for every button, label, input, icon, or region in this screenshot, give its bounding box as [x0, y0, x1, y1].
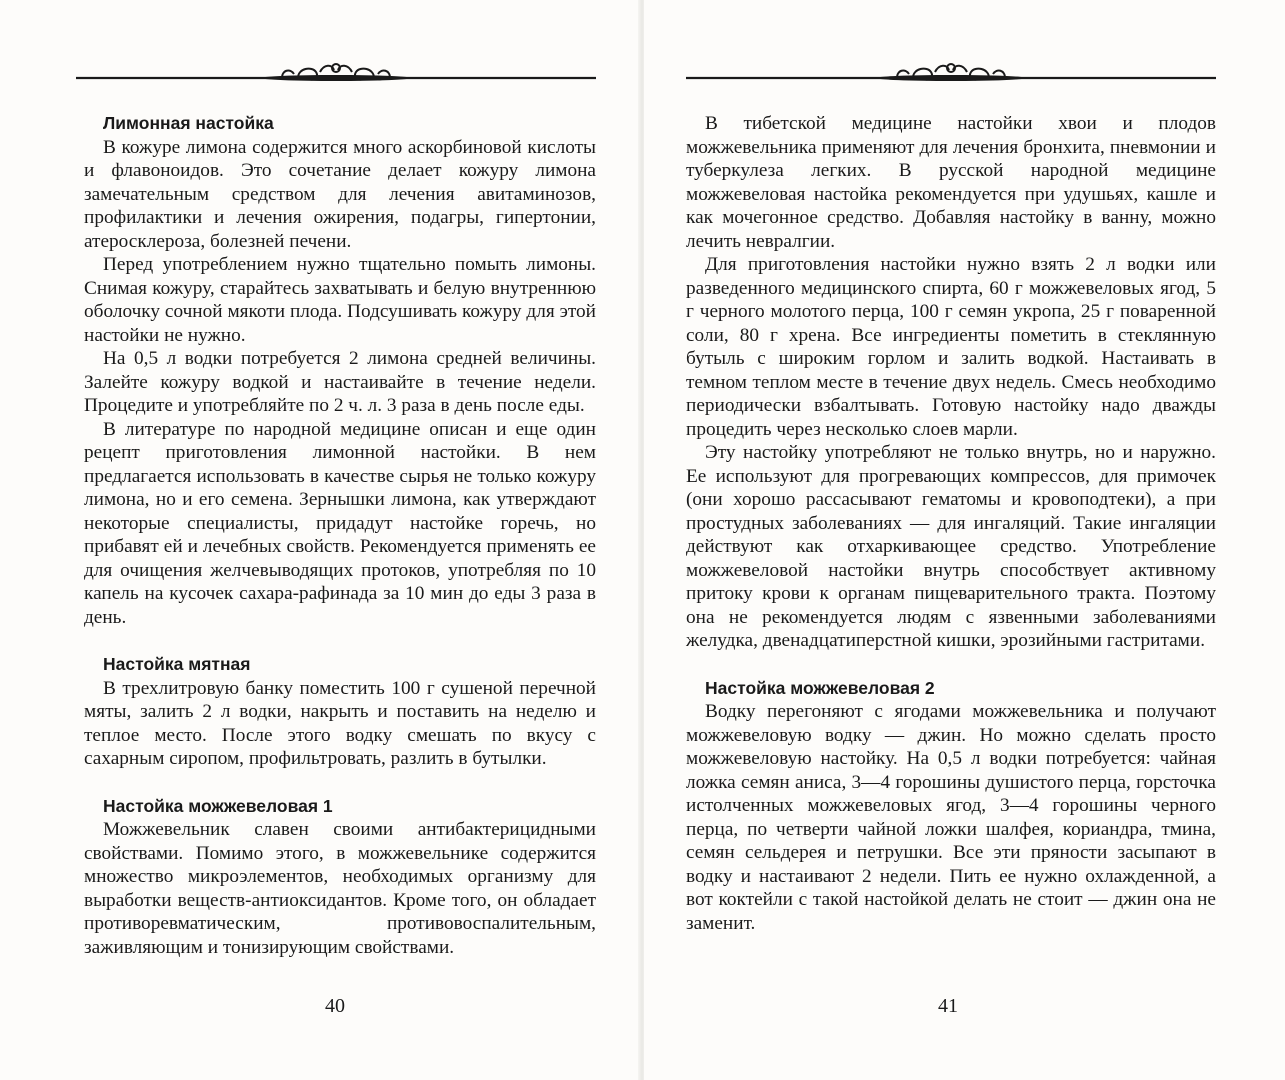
paragraph: Для приготовления настойки нужно взять 2 л водки или разведенного медицинского спирта, 60 г можжевеловых ягод, 5 г черного молотого перца, 100 г семян укропа, 25 г поваренной соли, 80 г хрена. Все ингредиенты пометить в стеклянную бутыль с широким горлом и залить водкой. Настаивать в темном теплом месте в течение двух недель. Смесь необходимо периодически взбалтывать. Готовую настойку надо дважды процедить через несколько слоев марли. [686, 254, 1216, 440]
heading-mint-tincture: Настойка мятная [103, 654, 251, 674]
right-page [644, 0, 1285, 1080]
paragraph: В кожуре лимона содержится много аскорбиновой кислоты и флавоноидов. Это сочетание делает кожуру лимона замечательным средством для лечения авитаминозов, профилактики и лечения ожирения, подагры, гипертонии, атеросклероза, болезней печени. [84, 136, 596, 252]
paragraph: Можжевельник славен своими антибактерицидными свойствами. Помимо этого, в можжевельнике содержится множество микроэлементов, необходимых организму для выработки веществ-антиоксидантов. Кроме того, он обладает противоревматическим, противовоспалительным, заживляющим и тонизирующим свойствами. [84, 819, 596, 958]
heading-juniper-tincture-1: Настойка можжевеловая 1 [103, 795, 333, 816]
page-number: 40 [325, 995, 345, 1017]
paragraph: Перед употреблением нужно тщательно помыть лимоны. Снимая кожуру, старайтесь захватывать и белую внутреннюю оболочку сочной мякоти плода. Подсушивать кожуру для этой настойки не нужно. [84, 254, 596, 346]
left-page-content [84, 112, 596, 959]
right-page-content [686, 112, 1216, 935]
page-number: 41 [938, 995, 958, 1017]
paragraph: На 0,5 л водки потребуется 2 лимона средней величины. Залейте кожуру водкой и настаивайте в течение недели. Процедите и употребляйте по 2 ч. л. 3 раза в день после еды. [84, 348, 596, 416]
paragraph: В литературе по народной медицине описан и еще один рецепт приготовления лимонной настойки. В нем предлагается использовать в качестве сырья не только кожуру лимона, но и его семена. Зернышки лимона, как утверждают некоторые специалисты, придадут настойке горечь, но прибавят ей и лечебных свойств. Рекомендуется применять ее для очищения желчевыводящих протоков, употребляя по 10 капель на кусочек сахара-рафинада за 10 мин до еды 3 раза в день. [84, 418, 596, 628]
paragraph: В тибетской медицине настойки хвои и плодов можжевельника применяют для лечения бронхита, пневмонии и туберкулеза легких. В русской народной медицине можжевеловая настойка рекомендуется при удушьях, кашле и как мочегонное средство. Добавляя настойку в ванну, можно лечить невралгии. [686, 113, 1216, 252]
heading-lemon-tincture: Лимонная настойка [103, 113, 274, 133]
paragraph: В трехлитровую банку поместить 100 г сушеной перечной мяты, залить 2 л водки, накрыть и поставить на неделю и теплое место. После этого водку смешать по вкусу с сахарным сиропом, профильтровать, разлить в бутылки. [84, 677, 596, 769]
heading-juniper-tincture-2: Настойка можжевеловая 2 [705, 677, 935, 698]
ornament-header-icon [76, 58, 596, 92]
left-page [0, 0, 640, 1080]
ornament-header-icon [686, 58, 1216, 92]
paragraph: Водку перегоняют с ягодами можжевельника и получают можжевеловую водку — джин. Но можно сделать просто можжевеловую настойку. На 0,5 л водки потребуется: чайная ложка семян аниса, 3—4 горошины душистого перца, горсточка истолченных можжевеловых ягод, 3—4 горошины черного перца, по четверти чайной ложки шалфея, кориандра, тмина, семян сельдерея и петрушки. Все эти пряности засыпают в водку и настаивают 2 недели. Пить ее нужно охлажденной, а вот коктейли с такой настойкой делать не стоит — джин она не заменит. [686, 701, 1216, 934]
paragraph: Эту настойку употребляют не только внутрь, но и наружно. Ее используют для прогревающих компрессов, для примочек (они хорошо рассасывают гематомы и кровоподтеки), а при простудных заболеваниях — для ингаляций. Такие ингаляции действуют как отхаркивающее средство. Употребление можжевеловой настойки внутрь способствует активному притоку крови к органам пищеварительного тракта. Поэтому она не рекомендуется людям с язвенными заболеваниями желудка, двенадцатиперстной кишки, эрозийными гастритами. [686, 442, 1216, 651]
